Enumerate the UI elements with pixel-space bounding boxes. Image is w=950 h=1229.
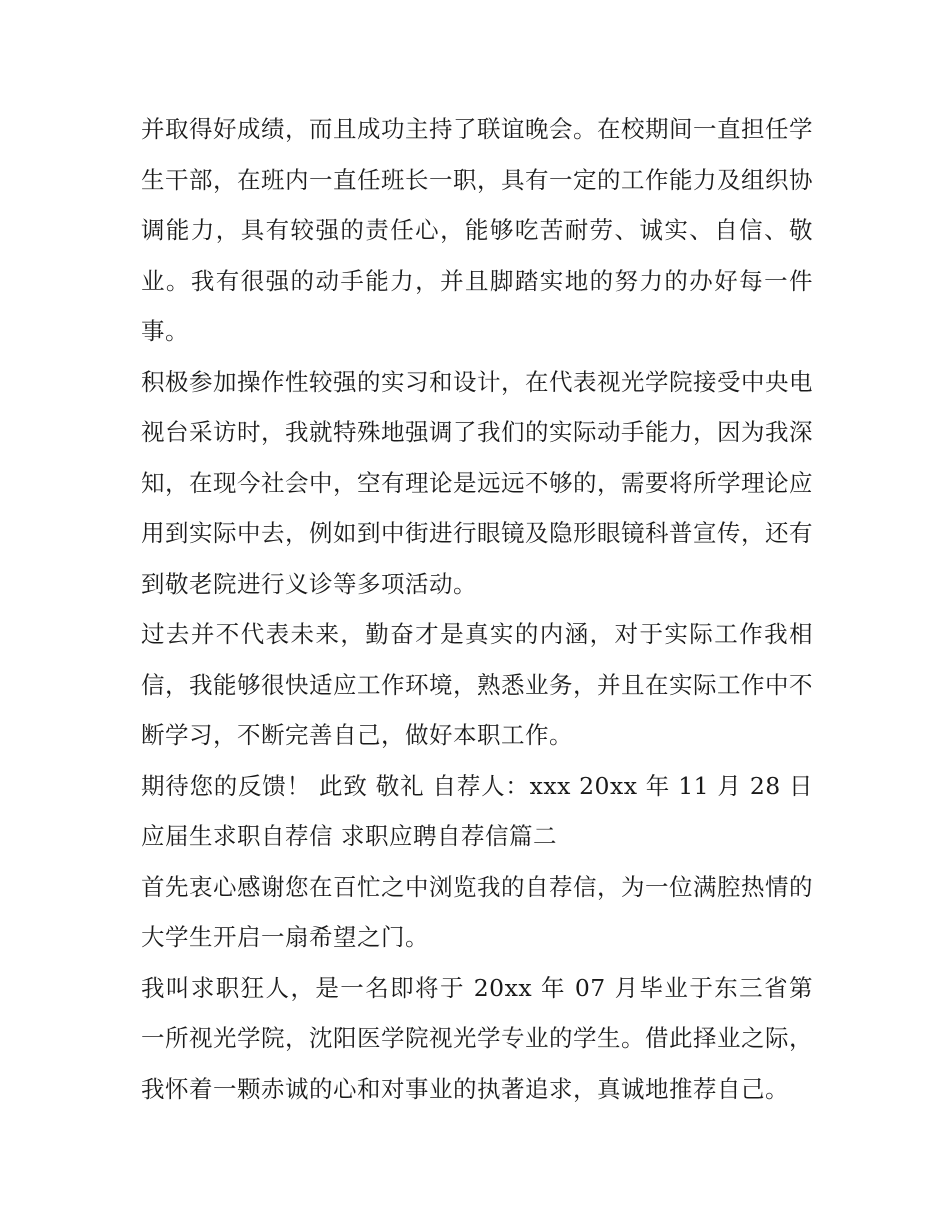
paragraph-4: 期待您的反馈！ 此致 敬礼 自荐人：xxx 20xx 年 11 月 28 日 应届生求职自荐信 求职应聘自荐信篇二 xyxy=(141,771,813,850)
paragraph-1: 并取得好成绩，而且成功主持了联谊晚会。在校期间一直担任学生干部，在班内一直任班长一职，具有一定的工作能力及组织协调能力，具有较强的责任心，能够吃苦耐劳、诚实、自信、敬业。我有很强的动手能力，并且脚踏实地的努力的办好每一件事。 xyxy=(141,115,813,345)
paragraph-5: 首先衷心感谢您在百忙之中浏览我的自荐信，为一位满腔热情的大学生开启一扇希望之门。 xyxy=(141,872,813,951)
paragraph-6: 我叫求职狂人，是一名即将于 20xx 年 07 月毕业于东三省第一所视光学院，沈阳医学院视光学专业的学生。借此择业之际，我怀着一颗赤诚的心和对事业的执著追求，真诚地推荐自己。 xyxy=(141,973,813,1103)
document-body xyxy=(141,104,813,1114)
paragraph-2: 积极参加操作性较强的实习和设计，在代表视光学院接受中央电视台采访时，我就特殊地强调了我们的实际动手能力，因为我深知，在现今社会中，空有理论是远远不够的，需要将所学理论应用到实际中去，例如到中街进行眼镜及隐形眼镜科普宣传，还有到敬老院进行义诊等多项活动。 xyxy=(141,367,813,598)
paragraph-3: 过去并不代表未来，勤奋才是真实的内涵，对于实际工作我相信，我能够很快适应工作环境，熟悉业务，并且在实际工作中不断学习，不断完善自己，做好本职工作。 xyxy=(141,620,813,749)
